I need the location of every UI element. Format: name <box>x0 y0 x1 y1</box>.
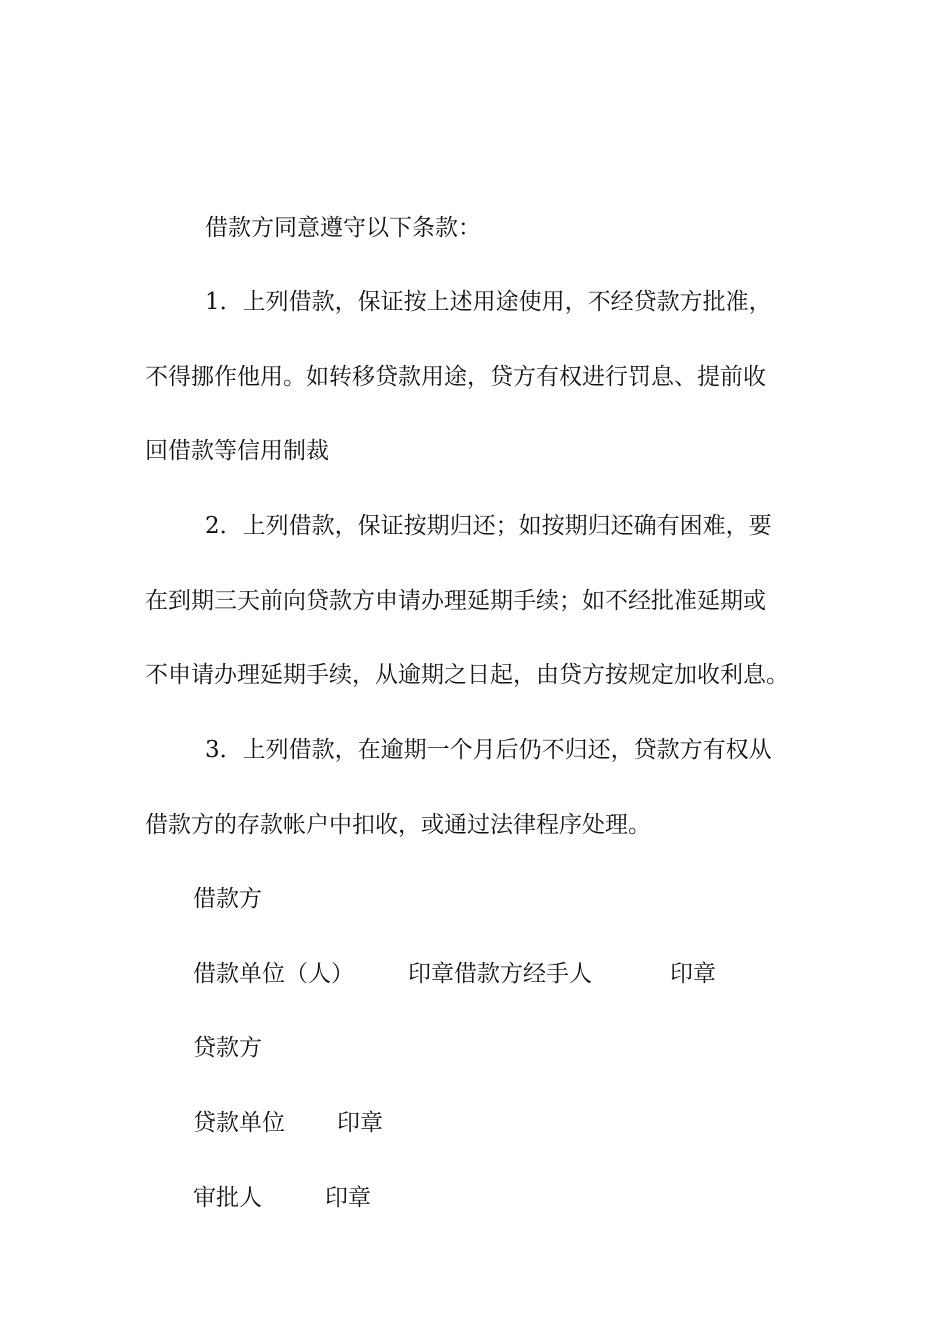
clause-1-number: 1． <box>205 289 243 315</box>
borrower-handler-seal: 印章 <box>670 961 716 987</box>
clause-3-line-1: 上列借款，在逾期一个月后仍不归还，贷款方有权从 <box>242 737 772 763</box>
clause-2-first-line <box>205 511 772 541</box>
clause-2-number: 2． <box>205 513 243 539</box>
intro-text: 借款方同意遵守以下条款： <box>205 215 481 241</box>
lender-seal: 印章 <box>337 1110 383 1136</box>
borrower-seal-label: 印章借款方经手人 <box>408 961 592 987</box>
clause-1-line-2: 不得挪作他用。如转移贷款用途，贷方有权进行罚息、提前收 <box>145 364 766 390</box>
clause-2-line-1: 上列借款，保证按期归还；如按期归还确有困难，要 <box>242 513 772 539</box>
clause-3-line-2: 借款方的存款帐户中扣收，或通过法律程序处理。 <box>145 812 651 838</box>
approver-label: 审批人 <box>193 1185 262 1211</box>
lender-unit-label: 贷款单位 <box>193 1110 285 1136</box>
clause-1-line-3: 回借款等信用制裁 <box>145 438 329 464</box>
clause-3-number: 3． <box>205 737 243 763</box>
lender-heading: 贷款方 <box>193 1035 262 1061</box>
borrower-unit-label: 借款单位（人） <box>193 961 354 987</box>
clause-2-line-3: 不申请办理延期手续，从逾期之日起，由贷方按规定加收利息。 <box>145 662 789 688</box>
clause-1-first-line <box>205 287 772 317</box>
approver-seal: 印章 <box>325 1185 371 1211</box>
clause-1-line-1: 上列借款，保证按上述用途使用，不经贷款方批准， <box>242 289 772 315</box>
clause-2-line-2: 在到期三天前向贷款方申请办理延期手续；如不经批准延期或 <box>145 588 766 614</box>
clause-3-first-line <box>205 735 772 765</box>
borrower-heading: 借款方 <box>193 886 262 912</box>
